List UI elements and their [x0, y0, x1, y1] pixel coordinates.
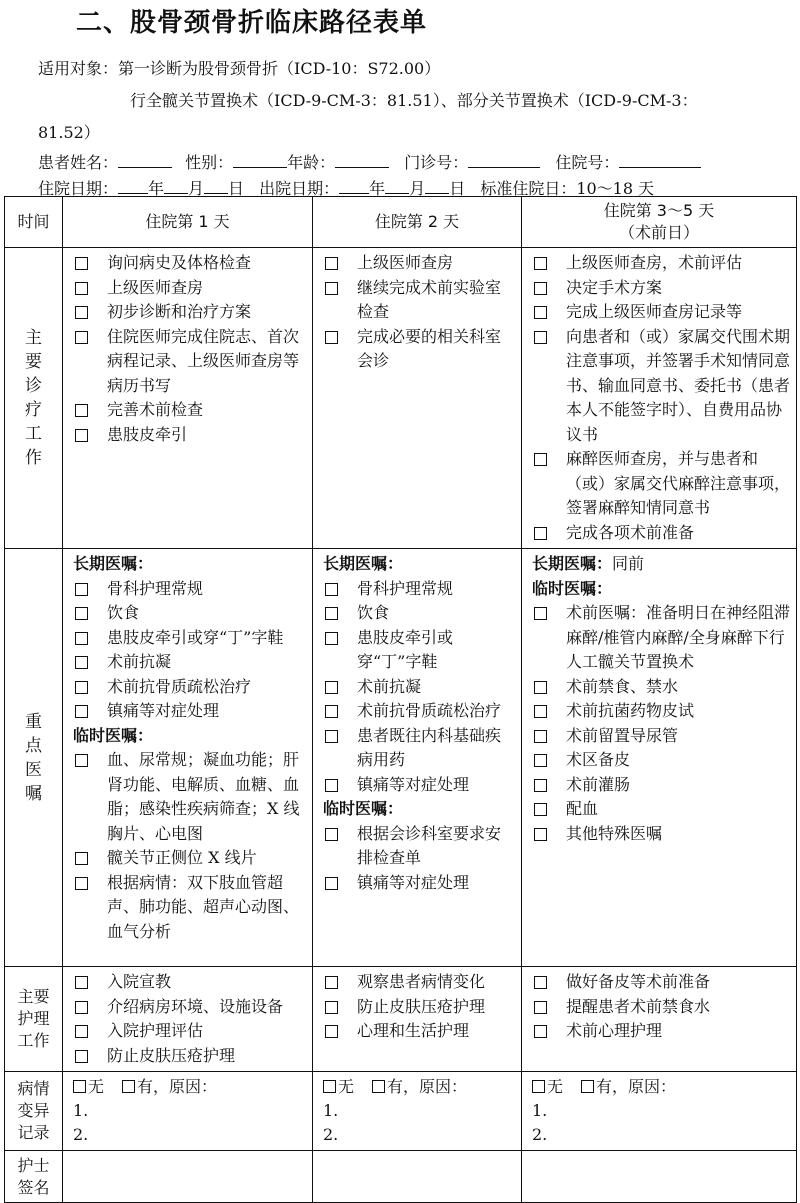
checklist-item[interactable]: 住院医师完成住院志、首次病程记录、上级医师查房等病历书写: [73, 325, 306, 399]
gender-field[interactable]: [233, 151, 287, 168]
no-variation-checkbox[interactable]: [73, 1080, 86, 1093]
checklist-item[interactable]: 术前医嘱：准备明日在神经阻滞麻醉/椎管内麻醉/全身麻醉下行人工髋关节置换术: [532, 601, 790, 675]
checklist-item[interactable]: 向患者和（或）家属交代围术期注意事项，并签署手术知情同意书、输血同意书、委托书（患者本人不能签字时）、自费用品协议书: [532, 325, 790, 448]
row-label-char: 主要: [17, 987, 50, 1006]
checklist-item[interactable]: 患肢皮牵引: [73, 423, 306, 448]
gender-label: 性别：: [185, 153, 234, 172]
no-variation-checkbox[interactable]: [532, 1080, 545, 1093]
row-label-char: 医: [25, 759, 42, 780]
signature-day2[interactable]: [313, 1151, 522, 1203]
temporary-orders-label: 临时医嘱：: [532, 578, 613, 598]
no-variation-label: 无: [88, 1077, 105, 1096]
checklist-item[interactable]: 骨科护理常规: [323, 577, 515, 602]
main-work-day1: [63, 248, 313, 549]
clinical-pathway-table: [4, 196, 797, 1203]
variation-line-1[interactable]: 1.: [73, 1101, 89, 1120]
label-key-orders: [5, 549, 63, 967]
clinic-no-label: 门诊号：: [404, 153, 469, 172]
checklist-item[interactable]: 术前灌肠: [532, 773, 790, 798]
discharge-year-unit: 年: [369, 179, 386, 198]
signature-day3-5[interactable]: [522, 1151, 797, 1203]
checklist-item[interactable]: 上级医师查房: [323, 251, 515, 276]
checklist-item[interactable]: 配血: [532, 797, 790, 822]
checklist-item[interactable]: 做好备皮等术前准备: [532, 970, 790, 995]
checklist-item[interactable]: 骨科护理常规: [73, 577, 306, 602]
checklist-item[interactable]: 术区备皮: [532, 748, 790, 773]
admit-day-unit: 日: [228, 179, 245, 198]
checklist-item[interactable]: 提醒患者术前禁食水: [532, 995, 790, 1020]
variation-day1: [63, 1072, 313, 1151]
main-work-day3-5: [522, 248, 797, 549]
checklist-item[interactable]: 初步诊断和治疗方案: [73, 300, 306, 325]
row-label-char: 诊: [25, 376, 42, 396]
checklist-item[interactable]: 入院宣教: [73, 970, 306, 995]
checklist-item[interactable]: 术前抗菌药物皮试: [532, 699, 790, 724]
discharge-month-field[interactable]: [385, 177, 409, 194]
header-day3-5-line1: 住院第 3～5 天: [603, 201, 715, 220]
applicable-object-line1: 适用对象：第一诊断为股骨颈骨折（ICD-10：S72.00）: [38, 59, 441, 78]
long-term-orders-label: 长期医嘱：: [73, 554, 154, 573]
header-day2: 住院第 2 天: [313, 197, 522, 248]
checklist-item[interactable]: 心理和生活护理: [323, 1019, 515, 1044]
row-key-orders: [5, 549, 797, 967]
variation-line-2[interactable]: 2.: [323, 1125, 339, 1144]
row-label-char: 要: [25, 352, 42, 372]
applicable-object-line3: 81.52）: [38, 123, 100, 142]
patient-name-label: 患者姓名：: [38, 153, 119, 172]
checklist-item[interactable]: 完成上级医师查房记录等: [532, 300, 790, 325]
temporary-orders-label: 临时医嘱：: [73, 725, 154, 745]
checklist-item[interactable]: 麻醉医师查房，并与患者和（或）家属交代麻醉注意事项，签署麻醉知情同意书: [532, 447, 790, 521]
discharge-date-label: 出院日期：: [259, 179, 340, 198]
variation-options: [73, 1075, 306, 1099]
row-label-char: 疗: [25, 400, 42, 420]
orders-day3-5: [522, 549, 797, 967]
admit-day-field[interactable]: [204, 177, 228, 194]
admit-year-unit: 年: [148, 179, 165, 198]
inpatient-no-field[interactable]: [619, 151, 701, 168]
has-variation-label: 有，原因：: [387, 1077, 468, 1096]
header-day1: 住院第 1 天: [63, 197, 313, 248]
row-label-char: 嘱: [25, 783, 42, 804]
variation-line-2[interactable]: 2.: [73, 1125, 89, 1144]
discharge-day-field[interactable]: [425, 177, 449, 194]
row-label-char: 工作: [17, 1031, 50, 1050]
has-variation-checkbox[interactable]: [372, 1080, 385, 1093]
signature-day1[interactable]: [63, 1151, 313, 1203]
row-label-char: 工: [25, 424, 42, 444]
page-title: 二、股骨颈骨折临床路径表单: [76, 8, 428, 38]
header-time: 时间: [5, 197, 63, 248]
checklist-item[interactable]: 术前抗骨质疏松治疗: [73, 675, 306, 700]
orders-day2: [313, 549, 522, 967]
checklist-item[interactable]: 决定手术方案: [532, 276, 790, 301]
discharge-year-field[interactable]: [339, 177, 369, 194]
checklist-item[interactable]: 髋关节正侧位 X 线片: [73, 846, 306, 871]
applicable-object-line2: 行全髋关节置换术（ICD-9-CM-3：81.51）、部分关节置换术（ICD-9-CM-3：: [130, 91, 698, 110]
checklist-item[interactable]: 上级医师查房: [73, 276, 306, 301]
row-label-char: 记录: [17, 1123, 50, 1142]
label-nurse-signature: [5, 1151, 63, 1203]
no-variation-label: 无: [338, 1077, 355, 1096]
admit-month-field[interactable]: [164, 177, 188, 194]
orders-day1: [63, 549, 313, 967]
row-label-char: 病情: [17, 1079, 50, 1098]
checklist-item[interactable]: 镇痛等对症处理: [323, 773, 515, 798]
checklist-item[interactable]: 饮食: [73, 601, 306, 626]
row-nursing: [5, 967, 797, 1072]
nursing-day2: [313, 967, 522, 1072]
checklist-item[interactable]: 术前抗凝: [73, 650, 306, 675]
has-variation-checkbox[interactable]: [581, 1080, 594, 1093]
checklist-item[interactable]: 患者既往内科基础疾病用药: [323, 724, 515, 773]
row-signature: [5, 1151, 797, 1203]
label-variation: [5, 1072, 63, 1151]
variation-line-1[interactable]: 1.: [532, 1101, 548, 1120]
row-main-work: [5, 248, 797, 549]
label-main-work: [5, 248, 63, 549]
checklist-item[interactable]: 镇痛等对症处理: [323, 871, 515, 896]
checklist-item[interactable]: 镇痛等对症处理: [73, 699, 306, 724]
patient-name-field[interactable]: [118, 151, 172, 168]
row-label-char: 重: [25, 711, 42, 732]
patient-info-line: [38, 150, 701, 173]
row-label-char: 作: [25, 448, 42, 468]
label-nursing: [5, 967, 63, 1072]
header-day3-5-line2: （术前日）: [618, 223, 699, 242]
row-label-char: 签名: [17, 1177, 50, 1197]
admit-year-field[interactable]: [118, 177, 148, 194]
checklist-item[interactable]: 血、尿常规；凝血功能；肝肾功能、电解质、血糖、血脂；感染性疾病筛查；X 线胸片、心电图: [73, 748, 306, 846]
row-label-char: 护士: [17, 1155, 50, 1175]
no-variation-checkbox[interactable]: [323, 1080, 336, 1093]
checklist-item[interactable]: 介绍病房环境、设施设备: [73, 995, 306, 1020]
checklist-item[interactable]: 继续完成术前实验室检查: [323, 276, 515, 325]
no-variation-label: 无: [547, 1077, 564, 1096]
variation-line-1[interactable]: 1.: [323, 1101, 339, 1120]
has-variation-label: 有，原因：: [596, 1077, 677, 1096]
checklist-item[interactable]: 根据会诊科室要求安排检查单: [323, 822, 515, 871]
variation-options: [532, 1075, 790, 1099]
nursing-day3-5: [522, 967, 797, 1072]
checklist-item[interactable]: 上级医师查房，术前评估: [532, 251, 790, 276]
temporary-orders-label: 临时医嘱：: [323, 799, 404, 818]
has-variation-checkbox[interactable]: [122, 1080, 135, 1093]
checklist-item[interactable]: 饮食: [323, 601, 515, 626]
variation-options: [323, 1075, 515, 1099]
checklist-item[interactable]: 术前抗骨质疏松治疗: [323, 699, 515, 724]
checklist-item[interactable]: 完成必要的相关科室会诊: [323, 325, 515, 374]
checklist-item[interactable]: 观察患者病情变化: [323, 970, 515, 995]
long-term-orders-label: 长期医嘱：同前: [532, 554, 645, 573]
discharge-day-unit: 日: [449, 179, 466, 198]
admit-month-unit: 月: [188, 179, 205, 198]
checklist-item[interactable]: 术前留置导尿管: [532, 724, 790, 749]
admit-date-label: 住院日期：: [38, 179, 119, 198]
long-term-orders-label: 长期医嘱：: [323, 554, 404, 573]
header-row: [5, 197, 797, 248]
row-variation: [5, 1072, 797, 1151]
checklist-item[interactable]: 术前心理护理: [532, 1019, 790, 1044]
nursing-day1: [63, 967, 313, 1072]
checklist-item[interactable]: 防止皮肤压疮护理: [323, 995, 515, 1020]
checklist-item[interactable]: 根据病情：双下肢血管超声、肺功能、超声心动图、血气分析: [73, 871, 306, 945]
checklist-item[interactable]: 完善术前检查: [73, 398, 306, 423]
age-label: 年龄：: [287, 153, 336, 172]
inpatient-no-label: 住院号：: [555, 153, 620, 172]
variation-day2: [313, 1072, 522, 1151]
row-label-char: 变异: [17, 1101, 50, 1120]
standard-stay: 标准住院日：10～18 天: [480, 179, 655, 198]
age-field[interactable]: [335, 151, 389, 168]
main-work-day2: [313, 248, 522, 549]
header-day3-5: [522, 197, 797, 248]
clinic-no-field[interactable]: [468, 151, 540, 168]
checklist-item[interactable]: 入院护理评估: [73, 1019, 306, 1044]
checklist-item[interactable]: 其他特殊医嘱: [532, 822, 790, 847]
checklist-item[interactable]: 患肢皮牵引或穿“丁”字鞋: [73, 626, 306, 651]
checklist-item[interactable]: 术前禁食、禁水: [532, 675, 790, 700]
row-label-char: 主: [25, 328, 42, 348]
same-as-before: 同前: [612, 554, 645, 573]
checklist-item[interactable]: 完成各项术前准备: [532, 521, 790, 546]
has-variation-label: 有，原因：: [137, 1077, 218, 1096]
row-label-char: 点: [25, 735, 42, 756]
variation-line-2[interactable]: 2.: [532, 1125, 548, 1144]
row-label-char: 护理: [17, 1009, 50, 1028]
checklist-item[interactable]: 患肢皮牵引或穿“丁”字鞋: [323, 626, 515, 675]
checklist-item[interactable]: 术前抗凝: [323, 675, 515, 700]
discharge-month-unit: 月: [409, 179, 426, 198]
variation-day3-5: [522, 1072, 797, 1151]
checklist-item[interactable]: 防止皮肤压疮护理: [73, 1044, 306, 1069]
checklist-item[interactable]: 询问病史及体格检查: [73, 251, 306, 276]
